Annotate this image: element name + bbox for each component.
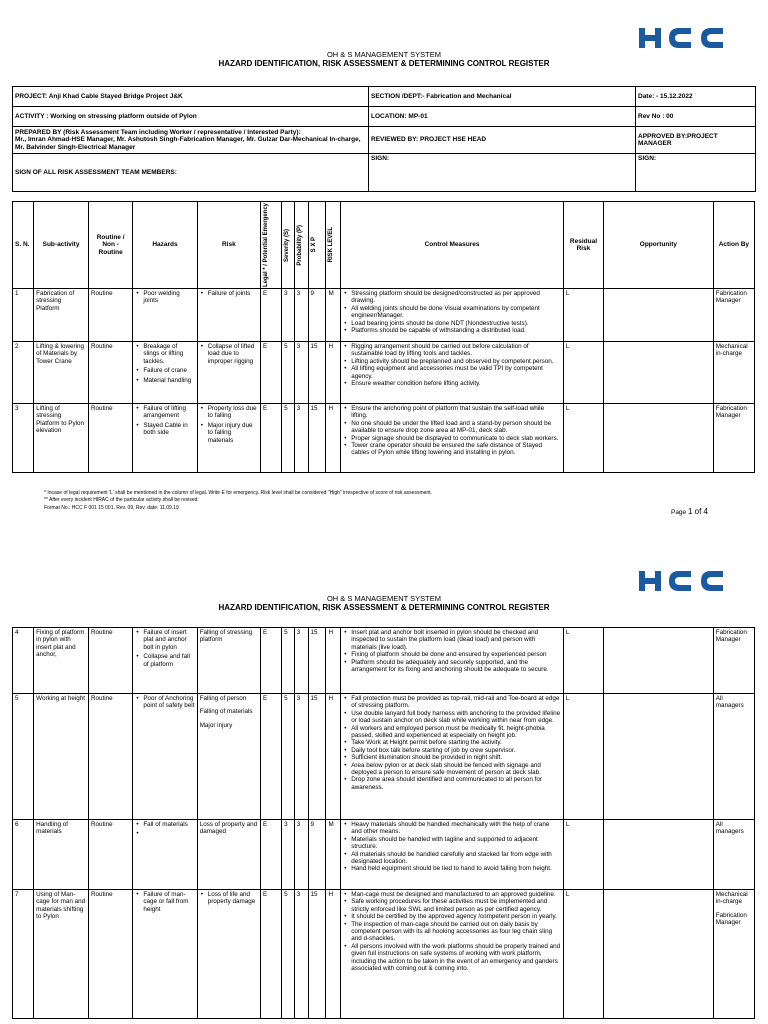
reviewed-by-cell: REVIEWED BY: PROJECT HSE HEAD [369,127,636,154]
residual-cell [563,694,603,820]
sub-activity-value: Using of Man-cage for man and materials shifting to Pylon [36,891,86,921]
hazard-item: • Fall of materials [143,821,194,828]
col-hazards: Hazards [133,202,197,289]
control-item: • Safe working procedures for these activities must be implemented and strictly enforced like SWL and limited person as per certified agency. [351,898,561,913]
hazard-item: • Poor welding joints [143,290,194,305]
col-legal-label: Legal * / Potential Emergency [263,203,270,288]
risk-item: Loss of property and damaged [199,821,258,836]
routine-cell [88,342,132,404]
control-item: • Proper signage should be displayed to communicate to deck slab workers. [351,435,561,442]
risk-level-cell [326,404,341,473]
page-number [671,507,708,516]
risk-item: Falling of person [199,695,247,702]
severity-cell [282,289,295,342]
control-cell [341,820,564,890]
action-cell [713,820,754,890]
page-label: Page [670,509,687,516]
risk-item: • Collapse of lifted load due to improper rigging [208,343,258,365]
col-probability-label: Probability (P) [296,224,303,266]
hazard-item: • Failure of man-cage or fall from height [143,891,194,913]
hazards-cell [133,890,197,1019]
routine-value: Routine [90,695,113,702]
sub-activity-cell [34,342,89,404]
sn-cell [13,694,34,820]
hazard-item: • Breakage of slings or lifting tackles. [143,343,194,365]
control-item: • The inspection of man-cage should be carried out on daily basis by competent person with its all hooking accessories as four leg chain sling and d-shackles. [351,921,561,943]
hazard-item: • Collapse and fall of platform [143,653,194,668]
legal-cell [261,820,282,890]
table-row [13,289,755,342]
sxp-value: 9 [310,821,315,828]
action-cell [713,890,754,1019]
legal-value: E [263,891,268,898]
legal-value: E [263,405,268,413]
hazard-item: • Failure of lifting arrangement [143,405,194,420]
hazards-cell [133,289,197,342]
severity-value: 3 [284,821,288,828]
col-sub-activity: Sub-activity [34,202,89,289]
routine-value: Routine [90,290,113,298]
routine-cell [88,820,132,890]
hcc-logo-icon [636,26,728,50]
header-system-title: OH & S MANAGEMENT SYSTEM [326,50,442,59]
sub-activity-value: Lifting & lowering of Materials by Tower Crane [36,343,85,365]
opportunity-cell [604,628,714,694]
sxp-value: 15 [310,629,318,636]
legal-value: E [263,290,268,298]
control-item: • All persons involved with the work platforms should be properly trained and given full instructions on safe systems of working with work platform, including the action to be taken in the event of an emergency and ganders associated with coming out & coming into. [351,943,561,973]
control-cell [341,289,564,342]
severity-cell [282,342,295,404]
risk-cell [197,694,260,820]
sxp-cell [308,342,326,404]
action-cell [713,628,754,694]
control-cell [341,628,564,694]
control-item: • Heavy materials should be handled mechanically with the help of crane and other means. [351,821,561,836]
sn-value: 5 [15,695,19,702]
hazard-item: • Material handling [143,377,194,384]
control-item: • Fixing of platform should be done and ensured by experienced person [351,651,561,658]
control-item: • All lifting equipment and accessories must be valid TPI by competent agency. [351,365,561,380]
routine-cell [88,404,132,473]
control-cell [341,342,564,404]
control-item: • Platform should be adequately and securely supported, and the arrangement for its fixing and anchoring should be adequate to secure. [351,659,561,674]
control-item: • Rigging arrangement should be carried out before calculation of sustainable load by lifting tools and tackles. [351,343,561,358]
hazard-table-page2 [12,627,755,1019]
control-item: • Materials should be handled with tagline and supported to adjacent structure. [351,836,561,851]
risk-level-value: M [328,821,334,828]
routine-cell [88,289,132,342]
risk-item: • Failure of joints [208,290,258,297]
page-2 [0,545,768,1024]
severity-cell [282,694,295,820]
col-routine: Routine / Non - Routine [88,202,132,289]
col-risk-level [326,202,341,289]
control-cell [341,694,564,820]
control-item: • Stressing platform should be designed/constructed as per approved drawing. [351,290,561,305]
risk-item: Falling of materials [199,708,253,716]
approved-by-cell: APPROVED BY:PROJECT MANAGER [636,127,756,154]
col-action-by: Action By [713,202,754,289]
sn-value: 6 [15,821,19,828]
routine-value: Routine [90,629,113,636]
control-item: • All workers and employed person must be medically fit, height-phobia passed, skilled and experienced at especially on height job. [351,725,561,740]
sub-activity-cell [34,820,89,890]
date-cell: Date: - 15.12.2022 [636,87,756,107]
sub-activity-cell [34,694,89,820]
severity-cell [282,404,295,473]
sub-activity-value: Fixing of platform in pylon with insert plat and anchor, [36,629,85,659]
risk-item: • Major injury due to falling materials [208,422,258,444]
table-row [13,628,755,694]
control-item: • Lifting activity should be preplanned and observed by competent person. [351,358,561,365]
legal-cell [261,628,282,694]
sn-cell [13,342,34,404]
residual-cell [563,342,603,404]
hcc-logo-icon [636,569,728,593]
risk-level-cell [326,289,341,342]
control-item: • Ensure the anchoring point of platform that sustain the self-load while lifting. [351,405,561,420]
routine-value: Routine [90,343,113,351]
col-sxp [308,202,326,289]
routine-value: Routine [90,405,113,413]
control-item: • Take Work at Height permit before starting the activity. [351,739,561,746]
sn-value: 3 [15,405,19,413]
col-probability [294,202,308,289]
col-risk-level-label: RISK LEVEL [328,227,335,263]
probability-value: 3 [296,343,301,351]
control-item: • It should be certified by the approved agency /competent person in yearly. [351,913,561,920]
hazards-cell [133,404,197,473]
table-row [13,694,755,820]
risk-cell [197,890,260,1019]
residual-value: L [565,629,570,636]
control-item: • Sufficient illumination should be provided in night shift. [351,754,561,761]
legal-cell [261,342,282,404]
probability-value: 3 [296,821,301,828]
severity-value: 5 [284,343,288,351]
sxp-value: 15 [310,891,318,898]
severity-cell [282,820,295,890]
risk-level-cell [326,628,341,694]
opportunity-cell [604,404,714,473]
risk-level-cell [326,342,341,404]
control-item: • Insert plat and anchor bolt inserted in pylon should be checked and inspected to sustain the platform load (dead load) and person with materials (live load). [351,629,561,651]
probability-value: 3 [296,405,301,413]
table-row [13,342,755,404]
sxp-cell [308,890,326,1019]
col-sxp-label: S X P [310,237,317,253]
sub-activity-cell [34,289,89,342]
probability-cell [294,694,308,820]
rev-cell: Rev No : 00 [636,107,756,127]
table-row [13,404,755,473]
routine-cell [88,890,132,1019]
residual-value: L [565,343,570,351]
prepared-by-label: PREPARED BY (Risk Assessment Team including Worker / representative / Interested Party): [15,128,301,136]
location-cell: LOCATION: MP-01 [369,107,636,127]
risk-cell [197,628,260,694]
risk-cell [197,342,260,404]
legal-value: E [263,821,268,828]
sub-activity-value: Working at height [36,695,85,702]
risk-item: • Loss of life and property damage [208,891,258,906]
probability-cell [294,404,308,473]
control-item: • Use double lanyard full body harness with anchoring to the provided lifeline or load sustain anchor on deck slab while working within near from edge. [351,710,561,725]
control-item: • All materials should be handled carefully and stacked far from edge with designated location. [351,851,561,866]
sxp-cell [308,820,326,890]
control-item: • Man-cage must be designed and manufactured to an approved guideline. [351,891,561,898]
legal-cell [261,890,282,1019]
page-num: 1 of 4 [687,507,708,516]
prepared-by-names: Mr., Imran Ahmad-HSE Manager, Mr. Ashutosh Singh-Fabrication Manager, Mr. Gulzar Dar-Mechanical In-charge, Mr. Balvinder Singh-Electrical Manager [15,136,361,151]
action-cell [713,342,754,404]
sxp-cell [308,404,326,473]
action-item: All managers [715,821,744,836]
sub-activity-cell [34,890,89,1019]
control-cell [341,890,564,1019]
control-item: • Load bearing joints should be done NDT (Nondestructive tests). [351,320,561,327]
residual-cell [563,890,603,1019]
legal-value: E [263,343,268,351]
hazard-item: • Failure of insert plat and anchor bolt in pylon [143,629,194,651]
sub-activity-cell [34,404,89,473]
probability-value: 3 [296,891,301,898]
control-item: • Platforms should be capable of withstanding a distributed load. [351,327,561,334]
risk-level-cell [326,890,341,1019]
risk-item: Major injury [199,721,233,729]
routine-cell [88,628,132,694]
probability-value: 3 [296,290,301,298]
col-severity-label: Severity (S) [284,228,291,262]
residual-value: L [565,290,570,298]
routine-value: Routine [90,821,113,828]
action-item: Mechanical in-charge [715,891,748,906]
severity-value: 5 [284,405,288,413]
sxp-cell [308,694,326,820]
sn-value: 7 [15,891,19,898]
control-item: • Hand held equipment should be tied to hand to avoid falling from height. [351,865,561,872]
section-cell: SECTION /DEPT:- Fabrication and Mechanical [369,87,636,107]
residual-value: L [565,695,570,702]
severity-value: 3 [284,290,288,298]
hazard-item: • Failure of crane [143,367,194,374]
residual-value: L [565,821,570,828]
risk-cell [197,820,260,890]
hazards-cell [133,820,197,890]
severity-value: 5 [284,629,288,636]
opportunity-cell [604,289,714,342]
legal-cell [261,289,282,342]
probability-cell [294,342,308,404]
risk-level-value: H [328,343,333,351]
sn-cell [13,404,34,473]
sxp-value: 9 [310,290,315,298]
control-item: • Daily tool box talk before starting of job by crew supervisor. [351,747,561,754]
footnote-incident: ** After every incident HIRAC of the particular activity shall be revised. [44,497,199,503]
opportunity-cell [604,342,714,404]
routine-cell [88,694,132,820]
opportunity-cell [604,694,714,820]
sxp-value: 15 [310,695,318,702]
sn-value: 1 [15,290,19,298]
severity-cell [282,628,295,694]
legal-value: E [263,695,268,702]
residual-cell [563,289,603,342]
sn-value: 2 [15,343,19,351]
hazards-cell [133,694,197,820]
risk-level-value: H [328,629,333,636]
control-item: • All welding joints should be done Visual examinations by competent engineer/Manager. [351,305,561,320]
residual-cell [563,404,603,473]
severity-value: 5 [284,891,288,898]
opportunity-cell [604,890,714,1019]
project-cell: PROJECT: Anji Khad Cable Stayed Bridge Project J&K [13,87,369,107]
risk-level-cell [326,694,341,820]
action-item: Fabrication Manager [715,405,747,420]
control-item: • Tower crane operator should be ensured the safe distance of Stayed cables of Pylon while lifting lowering and installing in pylon. [351,442,561,457]
probability-cell [294,820,308,890]
severity-cell [282,890,295,1019]
sn-cell [13,820,34,890]
probability-cell [294,289,308,342]
action-item: Mechanical in-charge [715,343,748,358]
risk-level-value: M [328,290,334,298]
hazards-cell [133,342,197,404]
action-cell [713,694,754,820]
footnote-format: Format No.: HCC F 001 15 001, Rev. 09, Rev. date: 11.09.19 [44,505,179,511]
header-system-title: OH & S MANAGEMENT SYSTEM [326,594,442,603]
activity-cell: ACTIVITY : Working on stressing platform outside of Pylon [13,107,369,127]
control-item: • Fall protection must be provided as top-rail, mid-rail and Toe-board at edge of stressing platform. [351,695,561,710]
sxp-cell [308,628,326,694]
sub-activity-cell [34,628,89,694]
residual-value: L [565,405,570,413]
action-item: Fabrication Manager [715,629,747,644]
col-residual: Residual Risk [563,202,603,289]
action-item: Fabrication Manager [715,290,747,305]
sxp-value: 15 [310,343,318,351]
hazards-cell [133,628,197,694]
sign-team-cell: SIGN OF ALL RISK ASSESSMENT TEAM MEMBERS: [13,154,369,192]
probability-value: 3 [296,695,301,702]
residual-value: L [565,891,570,898]
residual-cell [563,628,603,694]
sn-cell [13,628,34,694]
sxp-value: 15 [310,405,318,413]
action-cell [713,404,754,473]
legal-value: E [263,629,268,636]
prepared-by-cell [13,127,369,154]
residual-cell [563,820,603,890]
col-legal [261,202,282,289]
project-info-table [12,86,756,192]
control-item: • Drop zone area should identified and communicated to all person for awareness. [351,776,561,791]
action-item: Fabrication Manager [715,911,747,927]
sign-approve-cell: SIGN: [636,154,756,192]
col-control: Control Measures [341,202,564,289]
action-cell [713,289,754,342]
routine-value: Routine [90,891,113,898]
risk-level-value: H [328,695,333,702]
col-severity [282,202,295,289]
control-cell [341,404,564,473]
header-register-title: HAZARD IDENTIFICATION, RISK ASSESSMENT & DETERMINING CONTROL REGISTER [218,59,550,68]
hazard-table-page1 [12,201,755,473]
col-sn: S. N. [13,202,34,289]
sn-cell [13,289,34,342]
risk-level-value: H [328,891,333,898]
risk-cell [197,289,260,342]
control-item: • No one should be under the lifted load and a stand-by person should be available to ensure drop zone area at MP-01, deck slab. [351,420,561,435]
sub-activity-value: Handling of materials [36,821,68,836]
hazard-item: • Stayed Cable in both side [143,422,194,437]
probability-cell [294,890,308,1019]
control-item: • Area below pylon or at deck slab should be fenced with signage and deployed a person to ensure safe movement of person at deck slab. [351,762,561,777]
action-item: All managers [715,695,744,710]
table-row [13,820,755,890]
col-risk: Risk [197,202,260,289]
risk-level-cell [326,820,341,890]
sub-activity-value: Lifting of stressing Platform to Pylon elevation [36,405,85,435]
probability-value: 3 [296,629,301,636]
legal-cell [261,694,282,820]
rows-page1 [13,289,755,473]
hazard-item: • Poor of Anchoring point of safety belt [143,695,194,710]
col-opportunity: Opportunity [604,202,714,289]
risk-level-value: H [328,405,333,413]
table-row [13,890,755,1019]
risk-item: • Property loss due to falling [208,405,258,420]
risk-item: Falling of stressing platform [199,629,253,644]
sxp-cell [308,289,326,342]
control-item: • Ensure weather condition before lifting activity. [351,380,561,387]
risk-cell [197,404,260,473]
sn-cell [13,890,34,1019]
header-register-title: HAZARD IDENTIFICATION, RISK ASSESSMENT & DETERMINING CONTROL REGISTER [218,603,550,612]
sub-activity-value: Fabrication of stressing Platform [36,290,75,312]
sn-value: 4 [15,629,19,636]
rows-page2 [13,628,755,1019]
opportunity-cell [604,820,714,890]
severity-value: 5 [284,695,288,702]
probability-cell [294,628,308,694]
footnote-legal: * Incase of legal requirement 'L' shall be mentioned in the column of legal. Write E for emergency. Risk level shall be considered "High" irrespective of score of risk assessment. [44,490,432,496]
sign-review-cell: SIGN: [369,154,636,192]
legal-cell [261,404,282,473]
